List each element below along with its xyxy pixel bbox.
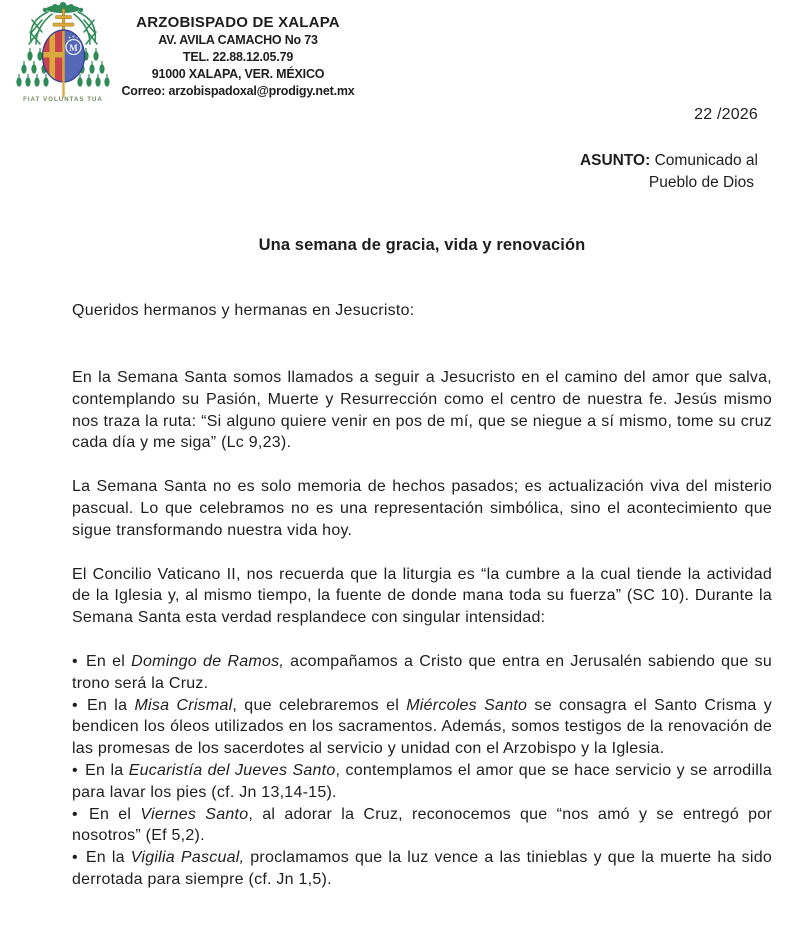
staff-icon <box>62 31 65 99</box>
subject-text: Comunicado al <box>654 152 758 169</box>
text-run: En la <box>87 696 135 714</box>
text-run: , que celebraremos el <box>232 696 407 714</box>
svg-text:M: M <box>69 43 78 53</box>
bullet-marker: • <box>72 849 84 867</box>
text-run: En la <box>85 849 131 867</box>
text-run: se consagra el Santo Crisma y bendicen los óleos utilizados en los sacramentos. Además, somos testigos de la renovación de las promesas de los sacerdotes al servicio y unidad con el Arzobispo y la Iglesia. <box>72 696 772 758</box>
org-phone: TEL. 22.88.12.05.79 <box>182 50 294 64</box>
italic-run: Viernes Santo <box>140 805 249 823</box>
bullet-list <box>72 651 772 891</box>
italic-run: Miércoles Santo <box>406 696 528 714</box>
bullet-marker: • <box>72 761 84 779</box>
reference-number: 22 /2026 <box>694 106 758 123</box>
subject-block <box>580 150 758 194</box>
bullet-item <box>72 760 772 804</box>
paragraph: La Semana Santa no es solo memoria de hechos pasados; es actualización viva del misterio pascual. Lo que celebramos no es una representación simbólica, sino el acontecimiento que sigue transformando nuestra vida hoy. <box>72 478 772 539</box>
italic-run: Misa Crismal <box>134 696 233 714</box>
document-title: Una semana de gracia, vida y renovación <box>258 236 586 254</box>
org-address: AV. AVILA CAMACHO No 73 <box>158 33 318 47</box>
bullet-item <box>72 651 772 695</box>
paragraph: El Concilio Vaticano II, nos recuerda que la liturgia es “la cumbre a la cual tiende la actividad de la Iglesia y, al mismo tiempo, la fuente de donde mana toda su fuerza” (SC 10). Durante la Semana Santa esta verdad resplandece con singular intensidad: <box>72 565 772 627</box>
text-run: , al adorar la Cruz, reconocemos que “nos amó y se entregó por nosotros” (Ef 5,2). <box>72 805 773 845</box>
subject-line-1 <box>580 150 758 172</box>
bullet-item <box>72 804 772 848</box>
text-run: En el <box>89 805 141 823</box>
crest-motto: FIAT VOLUNTAS TUA <box>23 97 103 103</box>
text-run: , contemplamos el amor que se hace servicio y se arrodilla para lavar los pies (cf. Jn 13,14-15). <box>72 761 772 801</box>
letterhead <box>112 13 364 100</box>
letter-body <box>72 367 772 891</box>
bullet-item <box>72 847 772 891</box>
text-run: acompañamos a Cristo que entra en Jerusalén sabiendo que su trono será la Cruz. <box>72 652 773 692</box>
paragraph: En la Semana Santa somos llamados a seguir a Jesucristo en el camino del amor que salva, contemplando su Pasión, Muerte y Resurrección como el centro de nuestra fe. Jesús mismo nos traza la ruta: “Si alguno quiere venir en pos de mí, que se niegue a sí mismo, tome su cruz cada día y me siga” (Lc 9,23). <box>72 369 772 452</box>
bullet-marker: • <box>72 805 88 823</box>
bullet-marker: • <box>72 652 84 670</box>
archdiocese-coat-of-arms <box>6 2 118 104</box>
text-run: proclamamos que la luz vence a las tinieblas y que la muerte ha sido derrotada para siempre (cf. Jn 1,5). <box>72 849 772 888</box>
bullet-marker: • <box>72 696 86 714</box>
text-run: En la <box>85 761 129 779</box>
bullet-item <box>72 695 772 760</box>
italic-run: Vigilia Pascual, <box>130 849 245 867</box>
subject-line-2: Pueblo de Dios <box>648 174 754 191</box>
salutation: Queridos hermanos y hermanas en Jesucristo: <box>72 302 415 319</box>
org-name: ARZOBISPADO DE XALAPA <box>136 14 340 31</box>
italic-run: Domingo de Ramos, <box>131 652 285 670</box>
italic-run: Eucaristía del Jueves Santo <box>128 761 336 779</box>
text-run: En el <box>85 652 132 670</box>
org-city: 91000 XALAPA, VER. MÉXICO <box>151 67 325 81</box>
subject-label: ASUNTO: <box>579 152 651 169</box>
org-email: Correo: arzobispadoxal@prodigy.net.mx <box>121 84 355 98</box>
